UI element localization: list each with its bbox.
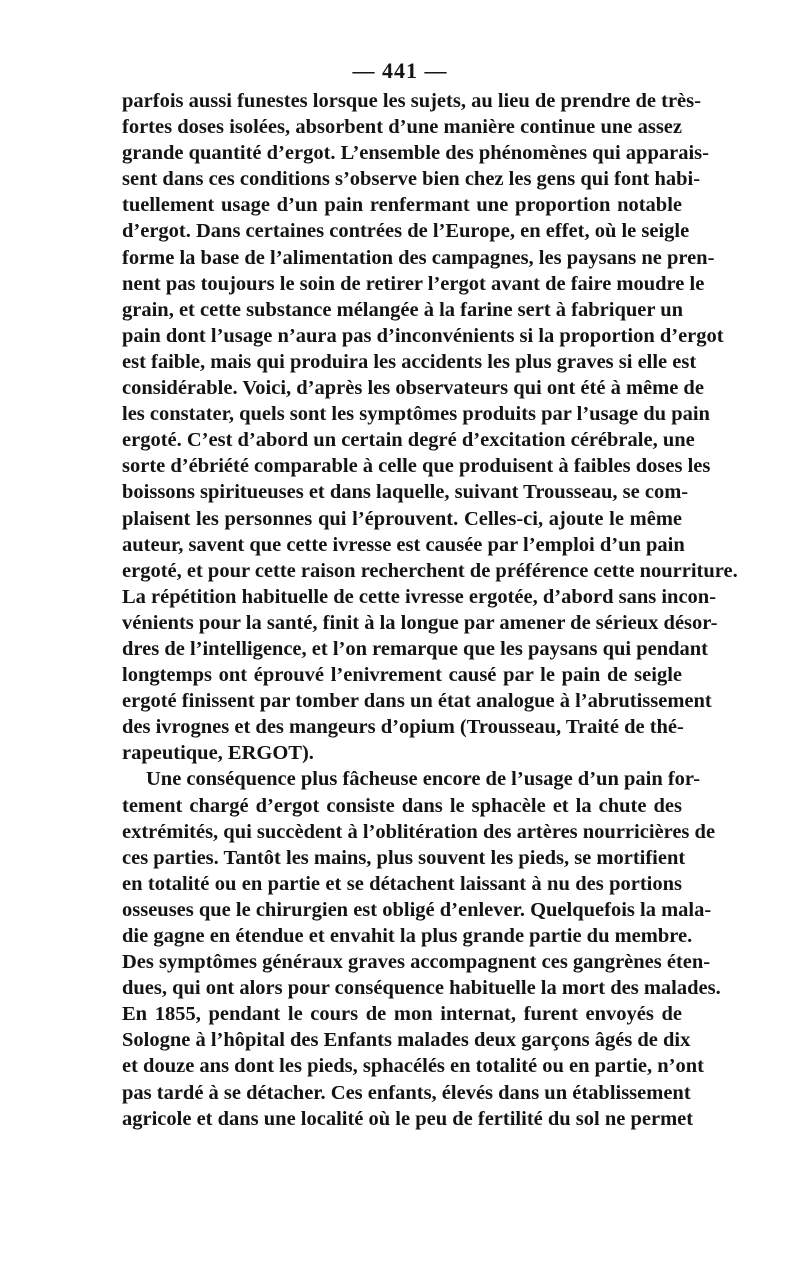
text-line: ergoté finissent par tomber dans un état analogue à l’abrutissement [122, 690, 712, 713]
paragraph-2 [122, 766, 721, 1131]
text-line: sorte d’ébriété comparable à celle que produisent à faibles doses les [122, 455, 711, 478]
text-line: et douze ans dont les pieds, sphacélés en totalité ou en partie, n’ont [122, 1055, 704, 1078]
text-line: tuellement usage d’un pain renfermant une proportion notable [122, 194, 682, 217]
text-line: Sologne à l’hôpital des Enfants malades deux garçons âgés de dix [122, 1029, 691, 1052]
text-line: dues, qui ont alors pour conséquence habituelle la mort des malades. [122, 977, 721, 1000]
text-line: pain dont l’usage n’aura pas d’inconvénients si la proportion d’ergot [122, 324, 724, 347]
text-line: osseuses que le chirurgien est obligé d’enlever. Quelquefois la mala- [122, 898, 712, 921]
text-line: vénients pour la santé, finit à la longue par amener de sérieux désor- [122, 611, 718, 634]
text-line: considérable. Voici, d’après les observateurs qui ont été à même de [122, 377, 704, 400]
text-line: plaisent les personnes qui l’éprouvent. Celles-ci, ajoute le même [122, 507, 682, 530]
text-line: est faible, mais qui produira les accidents les plus graves si elle est [122, 350, 697, 373]
text-line: auteur, savent que cette ivresse est causée par l’emploi d’un pain [122, 533, 685, 556]
text-line: fortes doses isolées, absorbent d’une manière continue une assez [122, 116, 682, 139]
text-line: ces parties. Tantôt les mains, plus souvent les pieds, se mortifient [122, 846, 686, 869]
text-line: longtemps ont éprouvé l’enivrement causé par le pain de seigle [122, 664, 682, 687]
text-line: parfois aussi funestes lorsque les sujets, au lieu de prendre de très- [122, 90, 701, 112]
page-number: — 441 — [352, 58, 448, 83]
text-line: d’ergot. Dans certaines contrées de l’Europe, en effet, où le seigle [122, 220, 690, 243]
text-line: nent pas toujours le soin de retirer l’ergot avant de faire moudre le [122, 272, 705, 295]
text-line: forme la base de l’alimentation des campagnes, les paysans ne pren- [122, 246, 715, 269]
text-line: en totalité ou en partie et se détachent laissant à nu des portions [122, 872, 682, 895]
text-line: sent dans ces conditions s’observe bien chez les gens qui font habi- [122, 168, 701, 191]
text-line: ergoté, et pour cette raison recherchent de préférence cette nourriture. [122, 559, 738, 582]
text-line: La répétition habituelle de cette ivresse ergotée, d’abord sans incon- [122, 585, 717, 608]
text-line: grain, et cette substance mélangée à la farine sert à fabriquer un [122, 298, 683, 321]
text-line: extrémités, qui succèdent à l’oblitération des artères nourricières de [122, 820, 716, 843]
text-line: les constater, quels sont les symptômes produits par l’usage du pain [122, 403, 710, 426]
text-line: rapeutique, ERGOT). [122, 742, 314, 765]
text-line: pas tardé à se détacher. Ces enfants, élevés dans un établissement [122, 1081, 691, 1104]
text-line: dres de l’intelligence, et l’on remarque que les paysans qui pendant [122, 637, 709, 660]
text-line: agricole et dans une localité où le peu de fertilité du sol ne permet [122, 1107, 694, 1130]
text-line: grande quantité d’ergot. L’ensemble des phénomènes qui apparais- [122, 142, 709, 165]
text-line: ergoté. C’est d’abord un certain degré d’excitation cérébrale, une [122, 429, 695, 452]
text-line: Des symptômes généraux graves accompagnent ces gangrènes éten- [122, 951, 711, 974]
text-line: die gagne en étendue et envahit la plus grande partie du membre. [122, 925, 693, 947]
text-line: boissons spiritueuses et dans laquelle, suivant Trousseau, se com- [122, 481, 689, 504]
text-line: Une conséquence plus fâcheuse encore de l’usage d’un pain for- [146, 768, 701, 791]
text-line: des ivrognes et des mangeurs d’opium (Trousseau, Traité de thé- [122, 716, 684, 739]
text-line: tement chargé d’ergot consiste dans le sphacèle et la chute des [122, 794, 682, 817]
body-text [122, 88, 738, 1132]
text-line: En 1855, pendant le cours de mon internat, furent envoyés de [122, 1003, 682, 1026]
paragraph-1 [122, 88, 738, 766]
